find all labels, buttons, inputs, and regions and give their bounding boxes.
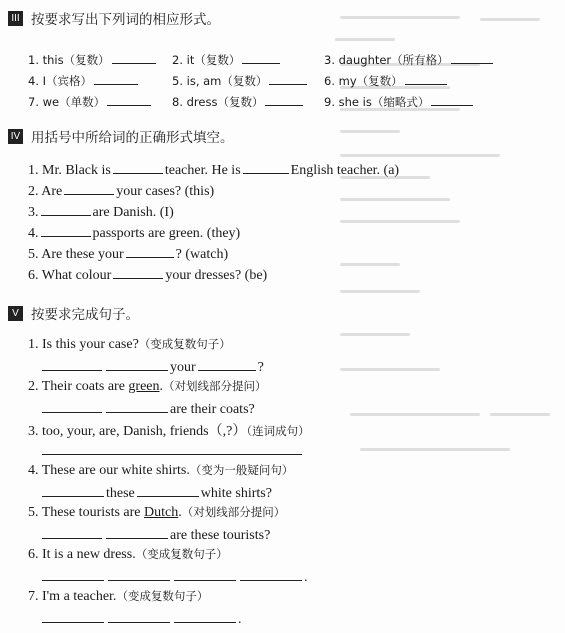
answer-blank[interactable] <box>137 483 199 497</box>
answer-blank[interactable] <box>42 483 104 497</box>
answer-blank[interactable] <box>126 244 174 258</box>
answer-blank[interactable] <box>240 567 302 581</box>
s5-question-2: 2. Their coats are green.（对划线部分提问） <box>28 379 267 394</box>
answer-blank[interactable] <box>42 357 102 371</box>
s5-answer-5: are these tourists? <box>40 525 270 544</box>
s4-question-6: 6. What colour your dresses? (be) <box>28 265 267 284</box>
s5-question-4: 4. These are our white shirts.（变为一般疑问句） <box>28 463 294 478</box>
answer-blank[interactable] <box>94 71 138 85</box>
answer-blank[interactable] <box>108 609 170 623</box>
section4-heading <box>8 126 234 146</box>
s5-answer-6: . <box>40 567 308 586</box>
s3-item-1: 1. this（复数） <box>28 50 158 69</box>
s3-item-3: 3. daughter（所有格） <box>324 50 495 69</box>
s5-question-6: 6. It is a new dress.（变成复数句子） <box>28 547 228 562</box>
answer-blank[interactable] <box>431 92 473 106</box>
section5-badge: V <box>8 306 23 321</box>
answer-blank[interactable] <box>106 399 168 413</box>
answer-blank[interactable] <box>405 71 447 85</box>
section5-heading <box>8 303 139 323</box>
s5-answer-1: your ? <box>40 357 264 376</box>
s4-question-5: 5. Are these your ? (watch) <box>28 244 228 263</box>
section4-badge: IV <box>8 129 23 144</box>
answer-blank[interactable] <box>106 357 168 371</box>
s4-question-1: 1. Mr. Black is teacher. He is English teacher. (a) <box>28 160 399 179</box>
s5-answer-3 <box>40 441 304 460</box>
answer-blank[interactable] <box>64 181 114 195</box>
s3-item-9: 9. she is（缩略式） <box>324 92 475 111</box>
s4-question-4: 4. passports are green. (they) <box>28 223 240 242</box>
answer-blank[interactable] <box>174 609 236 623</box>
answer-blank[interactable] <box>42 399 102 413</box>
s5-answer-2: are their coats? <box>40 399 255 418</box>
answer-blank[interactable] <box>113 265 163 279</box>
section5-title: 按要求完成句子。 <box>31 307 139 323</box>
s3-item-4: 4. I（宾格） <box>28 71 140 90</box>
answer-blank[interactable] <box>108 567 170 581</box>
section3-badge: III <box>8 11 23 26</box>
section3-heading <box>8 8 220 28</box>
s3-item-5: 5. is, am（复数） <box>172 71 309 90</box>
s5-answer-4: these white shirts? <box>40 483 272 502</box>
answer-blank[interactable] <box>42 441 302 455</box>
s4-question-2: 2. Are your cases? (this) <box>28 181 214 200</box>
answer-blank[interactable] <box>113 160 163 174</box>
s3-item-2: 2. it（复数） <box>172 50 282 69</box>
s5-question-7: 7. I'm a teacher.（变成复数句子） <box>28 589 209 604</box>
s5-answer-7: . <box>40 609 242 628</box>
answer-blank[interactable] <box>112 50 156 64</box>
s4-question-3: 3. are Danish. (I) <box>28 202 174 221</box>
answer-blank[interactable] <box>42 609 104 623</box>
s3-item-8: 8. dress（复数） <box>172 92 305 111</box>
answer-blank[interactable] <box>41 223 91 237</box>
section4-title: 用括号中所给词的正确形式填空。 <box>31 130 234 146</box>
s5-question-3: 3. too, your, are, Danish, friends（,?）（连词成句） <box>28 424 310 439</box>
answer-blank[interactable] <box>42 525 102 539</box>
answer-blank[interactable] <box>107 92 151 106</box>
answer-blank[interactable] <box>242 50 280 64</box>
s5-question-1: 1. Is this your case?（变成复数句子） <box>28 337 231 352</box>
section3-title: 按要求写出下列词的相应形式。 <box>31 12 220 28</box>
answer-blank[interactable] <box>174 567 236 581</box>
s5-question-5: 5. These tourists are Dutch.（对划线部分提问） <box>28 505 286 520</box>
s3-item-7: 7. we（单数） <box>28 92 153 111</box>
answer-blank[interactable] <box>41 202 91 216</box>
answer-blank[interactable] <box>198 357 256 371</box>
answer-blank[interactable] <box>106 525 168 539</box>
answer-blank[interactable] <box>269 71 307 85</box>
s3-item-6: 6. my（复数） <box>324 71 449 90</box>
answer-blank[interactable] <box>42 567 104 581</box>
answer-blank[interactable] <box>451 50 493 64</box>
answer-blank[interactable] <box>243 160 289 174</box>
answer-blank[interactable] <box>265 92 303 106</box>
